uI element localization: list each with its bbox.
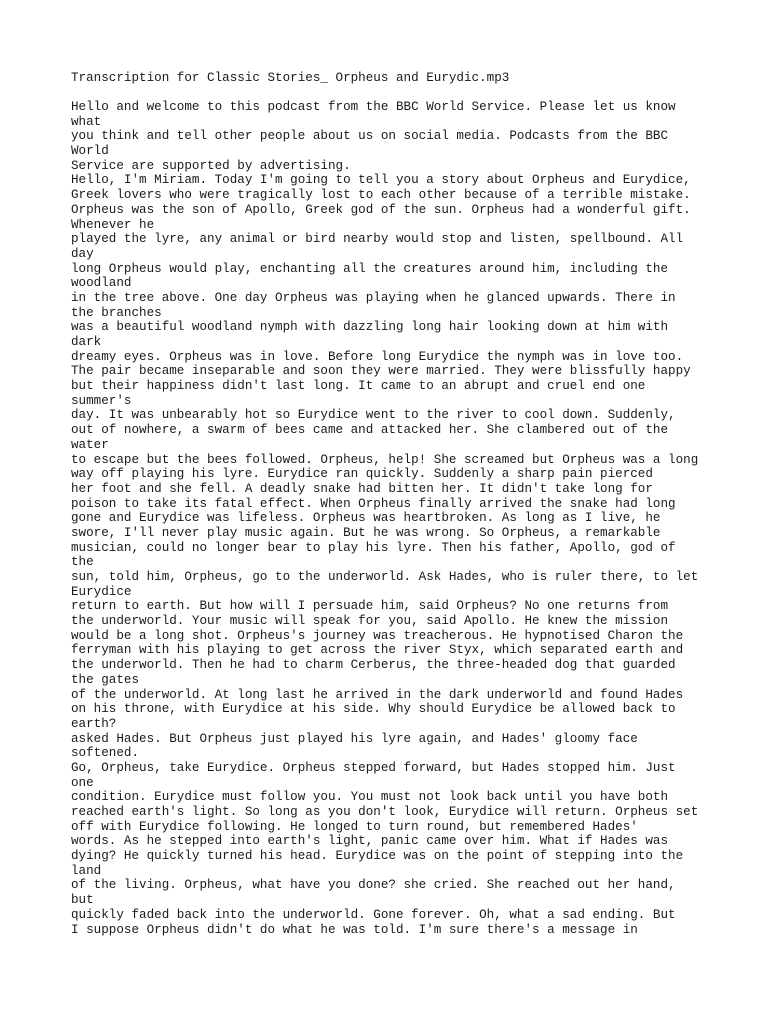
transcript-line: would be a long shot. Orpheus's journey was treacherous. He hypnotised Charon the: [71, 628, 684, 643]
transcript-line: quickly faded back into the underworld. Gone forever. Oh, what a sad ending. But: [71, 907, 676, 922]
transcript-line: was a beautiful woodland nymph with dazzling long hair looking down at him with: [71, 320, 669, 335]
transcript-line: the: [71, 555, 94, 570]
transcript-line: the underworld. Your music will speak for you, said Apollo. He knew the mission: [71, 614, 669, 629]
transcript-line: Greek lovers who were tragically lost to each other because of a terrible mistake.: [71, 188, 691, 203]
transcript-line: gone and Eurydice was lifeless. Orpheus was heartbroken. As long as I live, he: [71, 511, 661, 526]
transcript-line: dreamy eyes. Orpheus was in love. Before long Eurydice the nymph was in love too.: [71, 349, 684, 364]
transcript-line: out of nowhere, a swarm of bees came and attacked her. She clambered out of the: [71, 423, 669, 438]
transcript-line: the gates: [71, 672, 140, 687]
transcript-line: long Orpheus would play, enchanting all the creatures around him, including the: [71, 261, 669, 276]
transcript-line: what: [71, 114, 102, 129]
transcript-line: on his throne, with Eurydice at his side. Why should Eurydice be allowed back to: [71, 702, 676, 717]
transcript-line: you think and tell other people about us on social media. Podcasts from the BBC: [71, 129, 669, 144]
transcript-body: [71, 100, 698, 937]
transcript-line: dying? He quickly turned his head. Eurydice was on the point of stepping into the: [71, 849, 684, 864]
transcript-line: return to earth. But how will I persuade him, said Orpheus? No one returns from: [71, 599, 669, 614]
transcript-line: of the underworld. At long last he arrived in the dark underworld and found Hades: [71, 687, 684, 702]
transcript-line: land: [71, 863, 102, 878]
transcript-line: summer's: [71, 393, 132, 408]
transcript-line: softened.: [71, 746, 140, 761]
transcript-line: ferryman with his playing to get across the river Styx, which separated earth and: [71, 643, 684, 658]
transcript-line: Eurydice: [71, 584, 132, 599]
transcript-line: Whenever he: [71, 217, 155, 232]
transcript-line: the underworld. Then he had to charm Cerberus, the three-headed dog that guarded: [71, 658, 676, 673]
transcript-line: The pair became inseparable and soon they were married. They were blissfully happy: [71, 364, 691, 379]
transcript-line: asked Hades. But Orpheus just played his lyre again, and Hades' gloomy face: [71, 731, 638, 746]
transcript-line: Hello, I'm Miriam. Today I'm going to tell you a story about Orpheus and Eurydice,: [71, 173, 691, 188]
transcript-line: sun, told him, Orpheus, go to the underworld. Ask Hades, who is ruler there, to let: [71, 570, 699, 584]
transcript-line: World: [71, 144, 109, 159]
transcript-line: one: [71, 775, 94, 790]
transcript-line: day: [71, 246, 94, 261]
transcript-line: water: [71, 437, 109, 452]
transcript-line: off with Eurydice following. He longed to turn round, but remembered Hades': [71, 819, 638, 834]
transcript-line: condition. Eurydice must follow you. You must not look back until you have both: [71, 790, 669, 805]
transcript-line: Orpheus was the son of Apollo, Greek god of the sun. Orpheus had a wonderful gift.: [71, 202, 691, 217]
transcript-line: earth?: [71, 716, 117, 731]
transcript-line: of the living. Orpheus, what have you done? she cried. She reached out her hand,: [71, 878, 676, 893]
transcript-line: I suppose Orpheus didn't do what he was told. I'm sure there's a message in: [71, 922, 638, 937]
transcript-line: musician, could no longer bear to play his lyre. Then his father, Apollo, god of: [71, 540, 676, 555]
transcript-line: Service are supported by advertising.: [71, 158, 351, 173]
transcript-line: dark: [71, 335, 102, 349]
transcript-line: words. As he stepped into earth's light, panic came over him. What if Hades was: [71, 834, 669, 849]
transcript-line: reached earth's light. So long as you don't look, Eurydice will return. Orpheus set: [71, 805, 699, 819]
transcript-line: in the tree above. One day Orpheus was playing when he glanced upwards. There in: [71, 290, 676, 305]
transcript-line: day. It was unbearably hot so Eurydice went to the river to cool down. Suddenly,: [71, 408, 676, 423]
transcript-line: way off playing his lyre. Eurydice ran quickly. Suddenly a sharp pain pierced: [71, 467, 653, 482]
transcript-line: her foot and she fell. A deadly snake had bitten her. It didn't take long for: [71, 481, 653, 496]
transcript-line: Hello and welcome to this podcast from the BBC World Service. Please let us know: [71, 100, 676, 114]
transcript-line: the branches: [71, 305, 162, 320]
transcript-line: woodland: [71, 276, 132, 291]
transcript-line: played the lyre, any animal or bird nearby would stop and listen, spellbound. All: [71, 232, 684, 247]
transcript-line: poison to take its fatal effect. When Orpheus finally arrived the snake had long: [71, 496, 676, 511]
transcript-line: Go, Orpheus, take Eurydice. Orpheus stepped forward, but Hades stopped him. Just: [71, 760, 676, 775]
transcript-line: but their happiness didn't last long. It came to an abrupt and cruel end one: [71, 379, 646, 394]
transcript-line: to escape but the bees followed. Orpheus, help! She screamed but Orpheus was a long: [71, 452, 699, 467]
transcript-line: but: [71, 893, 94, 908]
document-title: Transcription for Classic Stories_ Orpheus and Eurydic.mp3: [71, 71, 510, 85]
transcript-line: swore, I'll never play music again. But he was wrong. So Orpheus, a remarkable: [71, 525, 661, 540]
